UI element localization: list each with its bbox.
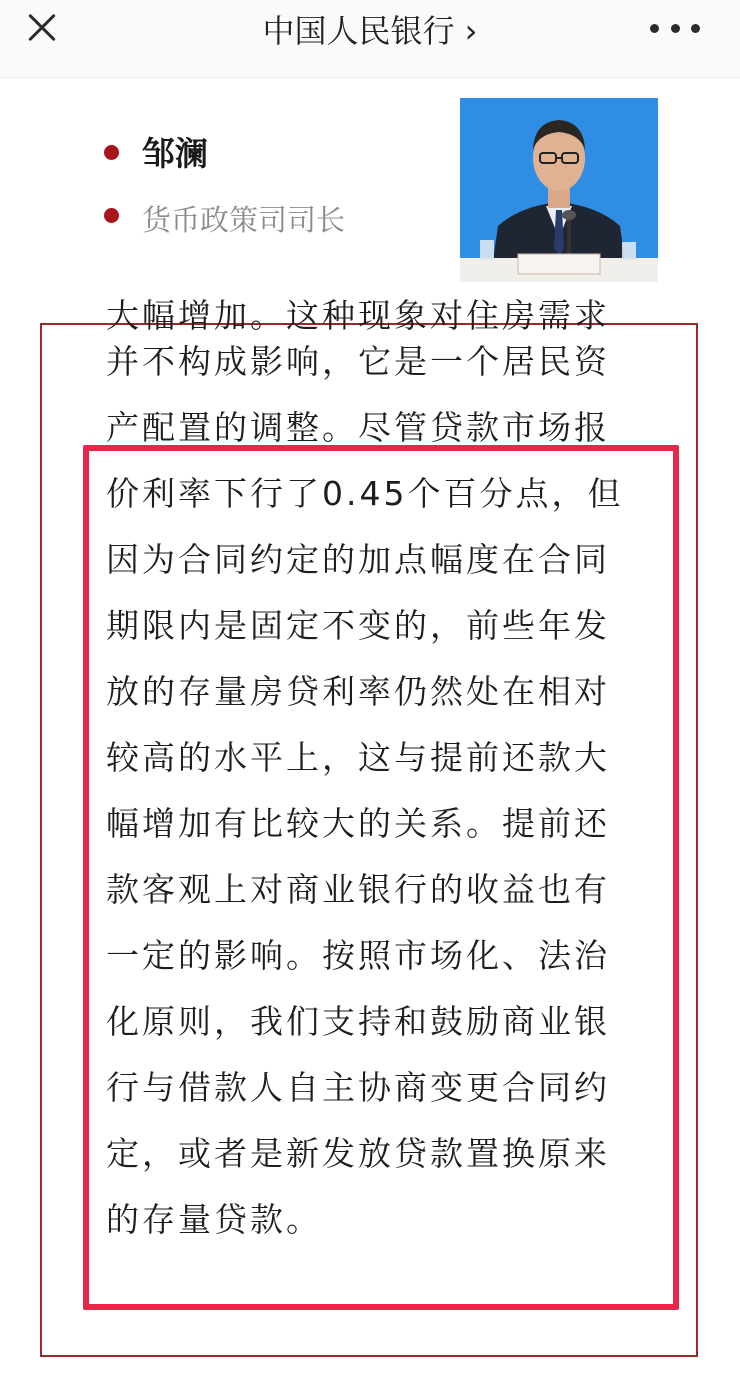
top-navigation-bar (0, 0, 740, 78)
text-line: 的存量贷款。 (106, 1200, 322, 1239)
name-bullet (104, 145, 119, 160)
text-line: 一定的影响。按照市场化、法治 (106, 936, 610, 975)
more-icon[interactable] (650, 22, 700, 34)
text-line: 款客观上对商业银行的收益也有 (106, 870, 610, 909)
page-title[interactable]: 中国人民银行 › (262, 12, 478, 50)
text-line: 化原则，我们支持和鼓励商业银 (106, 1002, 610, 1041)
clipped-text-line: 大幅增加。这种现象对住房需求 (106, 296, 610, 335)
text-line: 因为合同约定的加点幅度在合同 (106, 540, 610, 579)
text-line: 价利率下行了0.45个百分点，但 (106, 474, 624, 513)
text-line: 期限内是固定不变的，前些年发 (106, 606, 610, 645)
highlight-box (83, 445, 679, 1310)
text-line: 行与借款人自主协商变更合同约 (106, 1068, 610, 1107)
text-line: 产配置的调整。尽管贷款市场报 (106, 408, 610, 447)
text-line: 并不构成影响，它是一个居民资 (106, 342, 610, 381)
speaker-avatar (460, 98, 658, 282)
text-line: 较高的水平上，这与提前还款大 (106, 738, 610, 777)
text-line: 幅增加有比较大的关系。提前还 (106, 804, 610, 843)
text-line: 放的存量房贷利率仍然处在相对 (106, 672, 610, 711)
role-bullet (104, 208, 119, 223)
speaker-role: 货币政策司司长 (142, 203, 346, 237)
text-line: 定，或者是新发放贷款置换原来 (106, 1134, 610, 1173)
speaker-name: 邹澜 (142, 134, 208, 173)
